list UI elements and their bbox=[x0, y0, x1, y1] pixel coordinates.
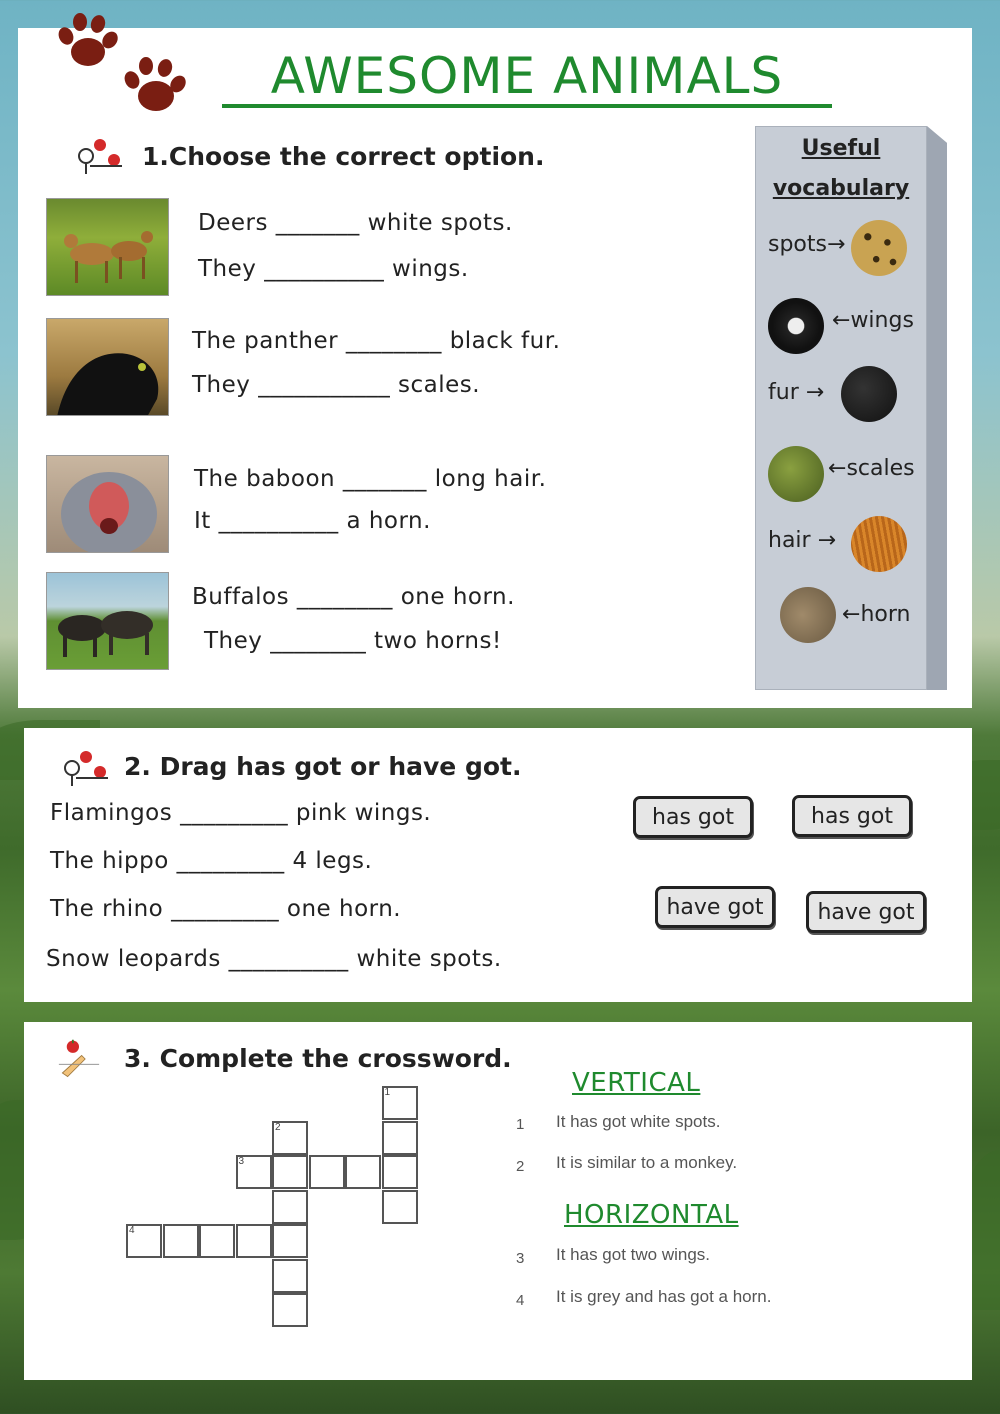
vertical-heading: VERTICAL bbox=[572, 1068, 701, 1098]
crossword-cell[interactable] bbox=[382, 1086, 418, 1120]
crossword-cell-input[interactable] bbox=[384, 1123, 416, 1153]
vocab-word: horn bbox=[860, 602, 911, 627]
answer-blank[interactable]: __________ bbox=[218, 508, 339, 534]
sentence-end: white spots. bbox=[356, 946, 502, 972]
clue-number: 3 bbox=[516, 1250, 525, 1267]
vocab-word-hair bbox=[768, 528, 836, 553]
sentence-start: The hippo bbox=[50, 848, 169, 874]
crossword-cell[interactable] bbox=[236, 1155, 272, 1189]
crossword-cell-input[interactable] bbox=[384, 1157, 416, 1187]
crossword-cell-number: 2 bbox=[275, 1121, 281, 1133]
sentence bbox=[192, 372, 480, 398]
sentence bbox=[192, 328, 560, 354]
sentence-start: Flamingos bbox=[50, 800, 173, 826]
panther-image bbox=[46, 318, 169, 416]
baboon-image bbox=[46, 455, 169, 553]
vocab-word: spots bbox=[768, 232, 827, 257]
sentence bbox=[50, 848, 372, 874]
vocab-word-wings bbox=[832, 308, 914, 333]
crossword-cell-input[interactable] bbox=[274, 1295, 306, 1325]
answer-blank[interactable]: __________ bbox=[264, 256, 385, 282]
crossword-cell-number: 1 bbox=[384, 1087, 391, 1098]
crossword-cell-number: 3 bbox=[238, 1156, 245, 1167]
sentence bbox=[198, 210, 513, 236]
crossword-cell[interactable] bbox=[272, 1121, 308, 1155]
sentence-end: 4 legs. bbox=[292, 848, 373, 874]
crossword-cell[interactable] bbox=[199, 1224, 235, 1258]
sentence-end: wings. bbox=[392, 256, 469, 282]
sentence bbox=[194, 508, 431, 534]
fur-icon bbox=[841, 366, 897, 422]
crossword-cell[interactable] bbox=[272, 1190, 308, 1224]
sentence-start: The rhino bbox=[50, 896, 164, 922]
crossword-cell[interactable] bbox=[126, 1224, 162, 1258]
answer-blank[interactable]: ___________ bbox=[258, 372, 391, 398]
clue-text: It has got two wings. bbox=[556, 1245, 711, 1264]
sentence-start: Buffalos bbox=[192, 584, 290, 610]
exercise-3-panel bbox=[24, 1022, 972, 1380]
sentence-end: one horn. bbox=[286, 896, 402, 922]
sentence-end: pink wings. bbox=[295, 800, 432, 826]
drop-target[interactable]: _________ bbox=[176, 848, 285, 874]
crossword-cell-input[interactable] bbox=[201, 1226, 233, 1256]
vocab-word: scales bbox=[846, 456, 915, 481]
drag-chip-have-got[interactable]: have got bbox=[806, 891, 926, 933]
drag-chip-has-got[interactable]: has got bbox=[633, 796, 753, 838]
vocab-word-spots bbox=[768, 232, 845, 257]
arrow-right-icon: → bbox=[826, 232, 846, 257]
sentence-end: one horn. bbox=[400, 584, 515, 610]
crossword-cell[interactable] bbox=[163, 1224, 199, 1258]
crossword-cell-input[interactable] bbox=[274, 1192, 306, 1222]
activity-icon bbox=[74, 136, 128, 178]
horn-icon bbox=[780, 587, 836, 643]
answer-blank[interactable]: _______ bbox=[275, 210, 360, 236]
clue-number: 2 bbox=[516, 1158, 525, 1175]
crossword-cell[interactable] bbox=[345, 1155, 381, 1189]
sentence-start: They bbox=[204, 628, 263, 654]
clue-text: It is similar to a monkey. bbox=[556, 1153, 738, 1172]
crossword-cell[interactable] bbox=[382, 1190, 418, 1224]
drag-chip-has-got[interactable]: has got bbox=[792, 795, 912, 837]
answer-blank[interactable]: ________ bbox=[296, 584, 393, 610]
crossword-cell[interactable] bbox=[309, 1155, 345, 1189]
vocab-heading: vocabulary bbox=[772, 176, 910, 201]
sentence-start: They bbox=[192, 372, 251, 398]
crossword-cell-input[interactable] bbox=[165, 1226, 197, 1256]
sentence-end: a horn. bbox=[346, 508, 431, 534]
crossword-cell-input[interactable] bbox=[347, 1157, 379, 1187]
clue-text: It has got white spots. bbox=[556, 1112, 721, 1131]
sentence-start: The baboon bbox=[194, 466, 336, 492]
sentence-start: The panther bbox=[192, 328, 339, 354]
vocab-word-horn bbox=[842, 602, 910, 627]
sentence-end: long hair. bbox=[434, 466, 547, 492]
crossword-cell-input[interactable] bbox=[384, 1192, 416, 1222]
deer-image bbox=[46, 198, 169, 296]
crossword-activity-icon bbox=[52, 1038, 106, 1080]
vocab-word-fur bbox=[768, 380, 824, 405]
sentence bbox=[204, 628, 502, 654]
vocab-word: wings bbox=[850, 308, 914, 333]
clue-text: It is grey and has got a horn. bbox=[556, 1287, 772, 1306]
sentence bbox=[194, 466, 546, 492]
activity-icon bbox=[60, 748, 114, 790]
crossword-cell[interactable] bbox=[272, 1293, 308, 1327]
drop-target[interactable]: _________ bbox=[171, 896, 280, 922]
sentence-end: black fur. bbox=[449, 328, 561, 354]
page-title: AWESOME ANIMALS bbox=[222, 48, 832, 108]
sentence-start: Deers bbox=[198, 210, 268, 236]
sentence-start: It bbox=[194, 508, 211, 534]
sentence bbox=[50, 800, 431, 826]
crossword-cell-input[interactable] bbox=[238, 1226, 270, 1256]
drag-chip-have-got[interactable]: have got bbox=[655, 886, 775, 928]
crossword-cell-input[interactable] bbox=[274, 1226, 306, 1256]
arrow-right-icon: → bbox=[817, 528, 837, 553]
vocab-word-scales bbox=[828, 456, 915, 481]
crossword-cell-input[interactable] bbox=[311, 1157, 343, 1187]
answer-blank[interactable]: ________ bbox=[270, 628, 367, 654]
arrow-left-icon: ← bbox=[828, 456, 847, 481]
buffalo-image bbox=[46, 572, 169, 670]
clue-number: 4 bbox=[516, 1292, 525, 1309]
wings-icon bbox=[768, 298, 824, 354]
section-1-heading: 1.Choose the correct option. bbox=[142, 142, 545, 171]
crossword-cell-input[interactable] bbox=[274, 1261, 306, 1291]
crossword-cell[interactable] bbox=[382, 1155, 418, 1189]
scales-icon bbox=[768, 446, 824, 502]
hair-icon bbox=[851, 516, 907, 572]
crossword-cell[interactable] bbox=[272, 1259, 308, 1293]
vocab-word: hair bbox=[768, 528, 811, 553]
sentence-end: white spots. bbox=[367, 210, 513, 236]
vocab-heading: Useful bbox=[801, 136, 881, 161]
clue-number: 1 bbox=[516, 1116, 525, 1133]
sentence-end: scales. bbox=[398, 372, 481, 398]
crossword-cell[interactable] bbox=[236, 1224, 272, 1258]
vocab-box-side bbox=[927, 126, 947, 690]
sentence-end: two horns! bbox=[374, 628, 502, 654]
crossword-cell[interactable] bbox=[382, 1121, 418, 1155]
crossword-cell-number: 4 bbox=[129, 1225, 135, 1236]
crossword-cell[interactable] bbox=[272, 1224, 308, 1258]
paw-prints-icon bbox=[48, 8, 188, 118]
sentence bbox=[192, 584, 515, 610]
leopard-spots-icon bbox=[851, 220, 907, 276]
drop-target[interactable]: __________ bbox=[228, 946, 349, 972]
arrow-left-icon: ← bbox=[842, 602, 861, 627]
sentence-start: They bbox=[198, 256, 257, 282]
crossword-cell-input[interactable] bbox=[274, 1157, 306, 1187]
sentence bbox=[198, 256, 469, 282]
section-2-heading: 2. Drag has got or have got. bbox=[124, 752, 522, 781]
sentence-start: Snow leopards bbox=[46, 946, 221, 972]
horizontal-heading: HORIZONTAL bbox=[564, 1200, 739, 1230]
answer-blank[interactable]: ________ bbox=[345, 328, 442, 354]
arrow-right-icon: → bbox=[805, 380, 825, 405]
answer-blank[interactable]: _______ bbox=[342, 466, 427, 492]
section-3-heading: 3. Complete the crossword. bbox=[124, 1044, 512, 1073]
drop-target[interactable]: _________ bbox=[180, 800, 289, 826]
vocab-word: fur bbox=[768, 380, 799, 405]
crossword-cell[interactable] bbox=[272, 1155, 308, 1189]
arrow-left-icon: ← bbox=[832, 308, 851, 333]
sentence bbox=[50, 896, 401, 922]
sentence bbox=[46, 946, 502, 972]
